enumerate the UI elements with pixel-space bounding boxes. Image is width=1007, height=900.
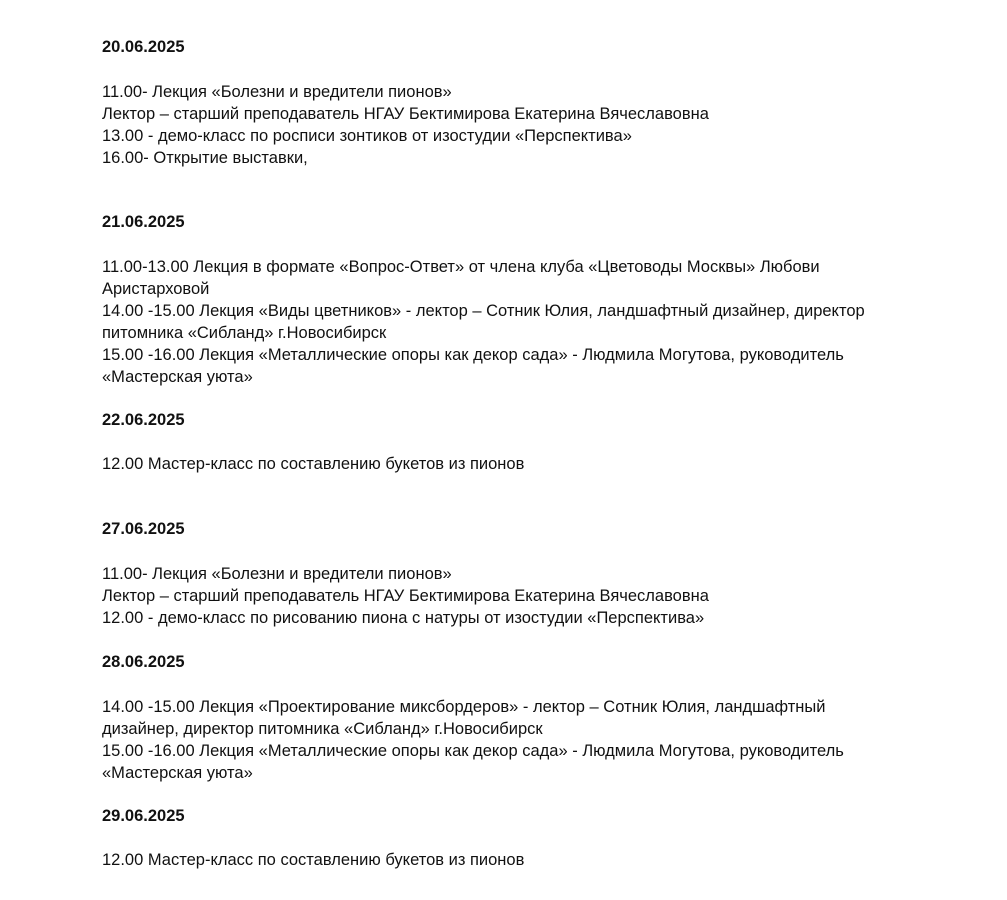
event-line: «Мастерская уюта» [102, 368, 253, 386]
event-line: 13.00 - демо-класс по росписи зонтиков от изостудии «Перспектива» [102, 127, 632, 145]
day-events [102, 696, 844, 784]
day-section [102, 518, 709, 629]
event-line: 14.00 -15.00 Лекция «Виды цветников» - лектор – Сотник Юлия, ландшафтный дизайнер, директор [102, 302, 865, 320]
day-date: 20.06.2025 [102, 38, 185, 56]
event-line: 16.00- Открытие выставки, [102, 149, 308, 167]
day-date: 21.06.2025 [102, 213, 185, 231]
day-events [102, 563, 709, 629]
day-section [102, 651, 844, 784]
day-section [102, 211, 865, 388]
day-section [102, 36, 709, 169]
event-line: 11.00- Лекция «Болезни и вредители пионов» [102, 83, 452, 101]
event-line: 15.00 -16.00 Лекция «Металлические опоры как декор сада» - Людмила Могутова, руководитель [102, 346, 844, 364]
day-events [102, 81, 709, 169]
event-line: 11.00- Лекция «Болезни и вредители пионов» [102, 565, 452, 583]
event-line: 14.00 -15.00 Лекция «Проектирование миксбордеров» - лектор – Сотник Юлия, ландшафтный [102, 698, 826, 716]
day-section [102, 409, 524, 475]
day-events [102, 256, 865, 388]
day-events [102, 849, 524, 871]
event-line: 12.00 Мастер-класс по составлению букетов из пионов [102, 851, 525, 869]
day-section [102, 805, 524, 871]
event-line: Лектор – старший преподаватель НГАУ Бектимирова Екатерина Вячеславовна [102, 105, 709, 123]
day-date: 29.06.2025 [102, 807, 185, 825]
day-date: 27.06.2025 [102, 520, 185, 538]
day-events [102, 453, 524, 475]
event-line: Аристарховой [102, 280, 210, 298]
event-line: Лектор – старший преподаватель НГАУ Бектимирова Екатерина Вячеславовна [102, 587, 709, 605]
day-date: 28.06.2025 [102, 653, 185, 671]
event-line: дизайнер, директор питомника «Сибланд» г.Новосибирск [102, 720, 543, 738]
event-line: «Мастерская уюта» [102, 764, 253, 782]
event-line: 12.00 Мастер-класс по составлению букетов из пионов [102, 455, 525, 473]
event-line: 11.00-13.00 Лекция в формате «Вопрос-Ответ» от члена клуба «Цветоводы Москвы» Любови [102, 258, 820, 276]
event-line: питомника «Сибланд» г.Новосибирск [102, 324, 387, 342]
event-line: 15.00 -16.00 Лекция «Металлические опоры как декор сада» - Людмила Могутова, руководитель [102, 742, 844, 760]
day-date: 22.06.2025 [102, 411, 185, 429]
event-line: 12.00 - демо-класс по рисованию пиона с натуры от изостудии «Перспектива» [102, 609, 705, 627]
